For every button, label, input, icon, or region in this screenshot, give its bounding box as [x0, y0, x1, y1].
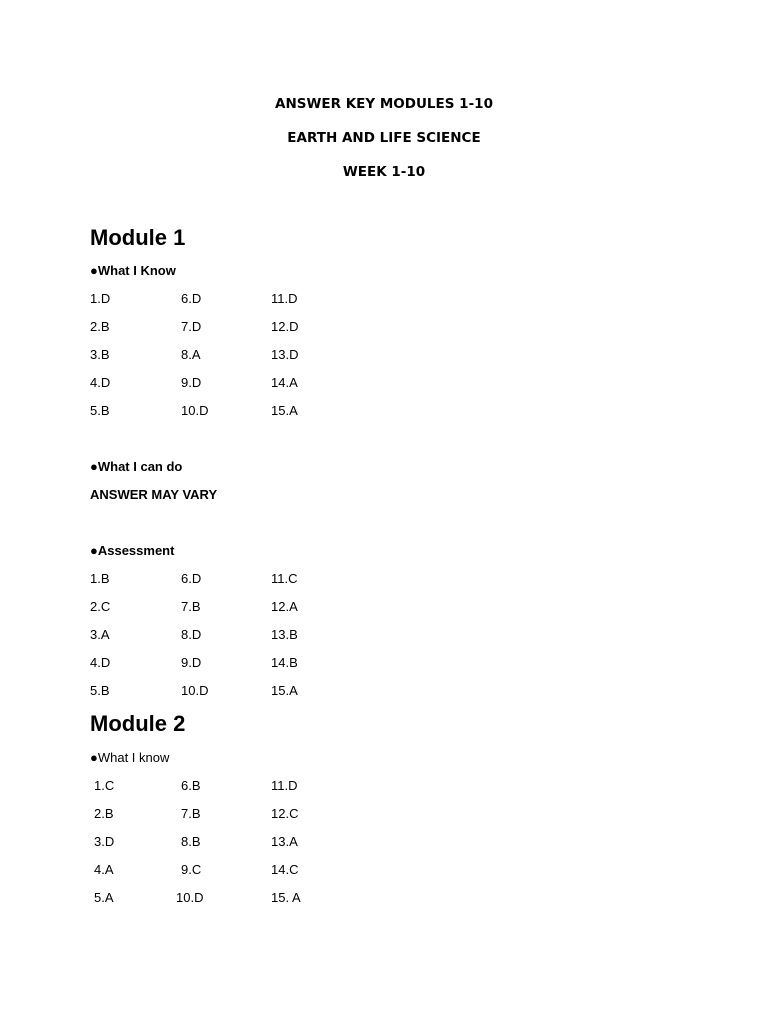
answer-cell: 13.D [271, 347, 299, 362]
answer-row [90, 862, 390, 890]
answer-cell: 2.B [90, 319, 110, 334]
document-subject: EARTH AND LIFE SCIENCE [287, 130, 481, 146]
answer-cell: 14.A [271, 375, 298, 390]
answer-cell: 7.D [181, 319, 202, 334]
answer-cell: 10.D [181, 403, 209, 418]
answer-cell: 1.B [90, 571, 110, 586]
answer-cell: 1.D [90, 291, 111, 306]
answer-row [90, 291, 390, 319]
answer-cell: 4.A [94, 862, 114, 877]
answer-row [90, 655, 390, 683]
answer-cell: 5.B [90, 403, 110, 418]
answer-cell: 3.A [90, 627, 110, 642]
module-1-what-i-know-label: ●What I Know [90, 263, 176, 278]
module-2-heading: Module 2 [90, 711, 186, 736]
answer-cell: 12.D [271, 319, 299, 334]
answer-cell: 3.B [90, 347, 110, 362]
answer-cell: 6.D [181, 291, 202, 306]
answer-cell: 6.B [181, 778, 201, 793]
answer-cell: 5.A [94, 890, 114, 905]
answer-row [90, 890, 390, 918]
answer-cell: 12.A [271, 599, 298, 614]
answer-cell: 11.D [271, 291, 298, 306]
answer-cell: 8.D [181, 627, 202, 642]
answer-row [90, 778, 390, 806]
answer-row [90, 347, 390, 375]
module-1-assessment-label: ●Assessment [90, 543, 175, 558]
module-2-what-i-know-label: ●What I know [90, 750, 170, 765]
answer-row [90, 375, 390, 403]
answer-cell: 14.C [271, 862, 299, 877]
answer-cell: 11.C [271, 571, 298, 586]
document-title: ANSWER KEY MODULES 1-10 [275, 96, 493, 112]
answer-row [90, 571, 390, 599]
answer-cell: 15. A [271, 890, 301, 905]
answer-row [90, 627, 390, 655]
module-1-what-i-can-do-text: ANSWER MAY VARY [90, 487, 218, 502]
document-week: WEEK 1-10 [342, 164, 426, 180]
answer-cell: 6.D [181, 571, 202, 586]
answer-cell: 15.A [271, 683, 298, 698]
answer-cell: 10.D [176, 890, 204, 905]
answer-cell: 1.C [94, 778, 115, 793]
answer-cell: 4.D [90, 375, 111, 390]
module-1-heading: Module 1 [90, 225, 186, 250]
answer-cell: 10.D [181, 683, 209, 698]
answer-cell: 9.D [181, 375, 202, 390]
answer-cell: 8.B [181, 834, 201, 849]
answer-cell: 15.A [271, 403, 298, 418]
answer-row [90, 319, 390, 347]
answer-cell: 14.B [271, 655, 298, 670]
answer-cell: 13.B [271, 627, 298, 642]
answer-cell: 7.B [181, 599, 201, 614]
answer-row [90, 806, 390, 834]
answer-row [90, 403, 390, 431]
answer-cell: 5.B [90, 683, 110, 698]
answer-cell: 13.A [271, 834, 298, 849]
answer-row [90, 599, 390, 627]
answer-cell: 3.D [94, 834, 115, 849]
answer-cell: 12.C [271, 806, 299, 821]
answer-cell: 9.D [181, 655, 202, 670]
answer-cell: 11.D [271, 778, 298, 793]
answer-row [90, 834, 390, 862]
answer-row [90, 683, 390, 711]
module-1-what-i-can-do-label: ●What I can do [90, 459, 183, 474]
answer-cell: 2.B [94, 806, 114, 821]
answer-cell: 4.D [90, 655, 111, 670]
answer-cell: 8.A [181, 347, 201, 362]
answer-cell: 9.C [181, 862, 202, 877]
answer-cell: 2.C [90, 599, 111, 614]
answer-cell: 7.B [181, 806, 201, 821]
